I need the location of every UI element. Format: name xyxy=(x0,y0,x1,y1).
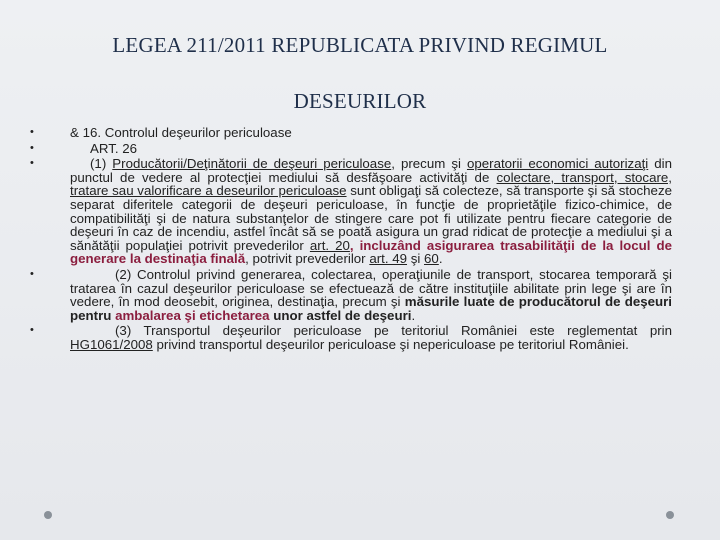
slide-title-line-2: DESEURILOR xyxy=(293,89,427,113)
bullet-paragraph-1 xyxy=(30,157,672,266)
p1-link-art20[interactable]: art. 20 xyxy=(309,237,350,253)
p2-bold-text: măsurile luate de producătorul de deşeuri pentru xyxy=(70,294,673,323)
bullet-paragraph-2 xyxy=(30,268,672,322)
p3-text: privind transportul deşeurilor periculoase şi nepericuloase pe teritoriul României. xyxy=(152,336,629,352)
p1-text: sunt obligaţi să colecteze, să transporte şi să stocheze separat diferitele categorii de deşeuri periculoase, în funcţie de proprietăţile fizico-chimice, de compatibilităţi şi de natura substanţelor de stingere care pot fi utilizate pentru fiecare categorie de deşeuri în caz de incendiu, astfel încât să se poată asigura un grad ridicat de protecţie a mediului şi a sănătăţii populaţiei potrivit prevederilor xyxy=(70,183,672,253)
p1-text: , precum şi xyxy=(391,156,467,172)
p1-text: , potrivit prevederilor xyxy=(245,251,370,267)
bullet-section xyxy=(30,126,672,140)
bullet-article xyxy=(30,142,672,156)
bullet-marker: • xyxy=(30,141,34,154)
p1-text: (1) xyxy=(90,156,113,172)
p3-link-hg1061[interactable]: HG1061/2008 xyxy=(70,336,153,352)
p1-text: din punctul de vedere al protecţiei mediului să desfăşoare activităţi de xyxy=(70,156,673,185)
bullet-marker: • xyxy=(30,126,34,138)
p3-text: (3) Transportul deşeurilor periculoase pe teritoriul României este reglementat prin xyxy=(115,323,672,339)
p2-packaging-text: ambalarea şi etichetarea xyxy=(115,307,270,323)
p1-text: şi xyxy=(407,251,425,267)
slide-body xyxy=(30,126,672,352)
decorative-dot-left xyxy=(44,511,52,519)
p1-link-art60[interactable]: 60 xyxy=(424,251,439,267)
p2-bold-text: unor astfel de deşeuri xyxy=(269,307,412,323)
p1-link-art49[interactable]: art. 49 xyxy=(369,251,408,267)
p2-text: (2) Controlul privind generarea, colectarea, operaţiunile de transport, stocarea temporară şi tratarea în cazul deşeurilor periculoase se efectuează de către instituţiile abilitate prin lege şi are în vedere, în mod deosebit, originea, destinaţia, precum şi xyxy=(70,266,672,310)
bullet-paragraph-3 xyxy=(30,324,672,351)
p1-link-operators[interactable]: operatorii economici autorizaţi xyxy=(466,156,649,172)
section-heading: & 16. Controlul deşeurilor periculoase xyxy=(70,125,292,140)
p2-text: . xyxy=(411,307,416,323)
p1-text: . xyxy=(438,251,443,267)
bullet-marker: • xyxy=(30,324,34,337)
p1-traceability-text: , incluzând asigurarea trasabilităţii de la locul de generare la destinaţia finală xyxy=(70,237,673,267)
p1-link-activities[interactable]: colectare, transport, stocare, tratare sau valorificare a deseurilor periculoase xyxy=(70,169,672,199)
p1-link-producers[interactable]: Producătorii/Deţinătorii de deşeuri periculoase xyxy=(112,156,392,172)
bullet-marker: • xyxy=(30,267,34,280)
slide-title-line-1: LEGEA 211/2011 REPUBLICATA PRIVIND REGIMUL xyxy=(112,33,608,57)
decorative-dot-right xyxy=(666,511,674,519)
bullet-marker: • xyxy=(30,157,34,170)
article-number: ART. 26 xyxy=(90,140,138,156)
